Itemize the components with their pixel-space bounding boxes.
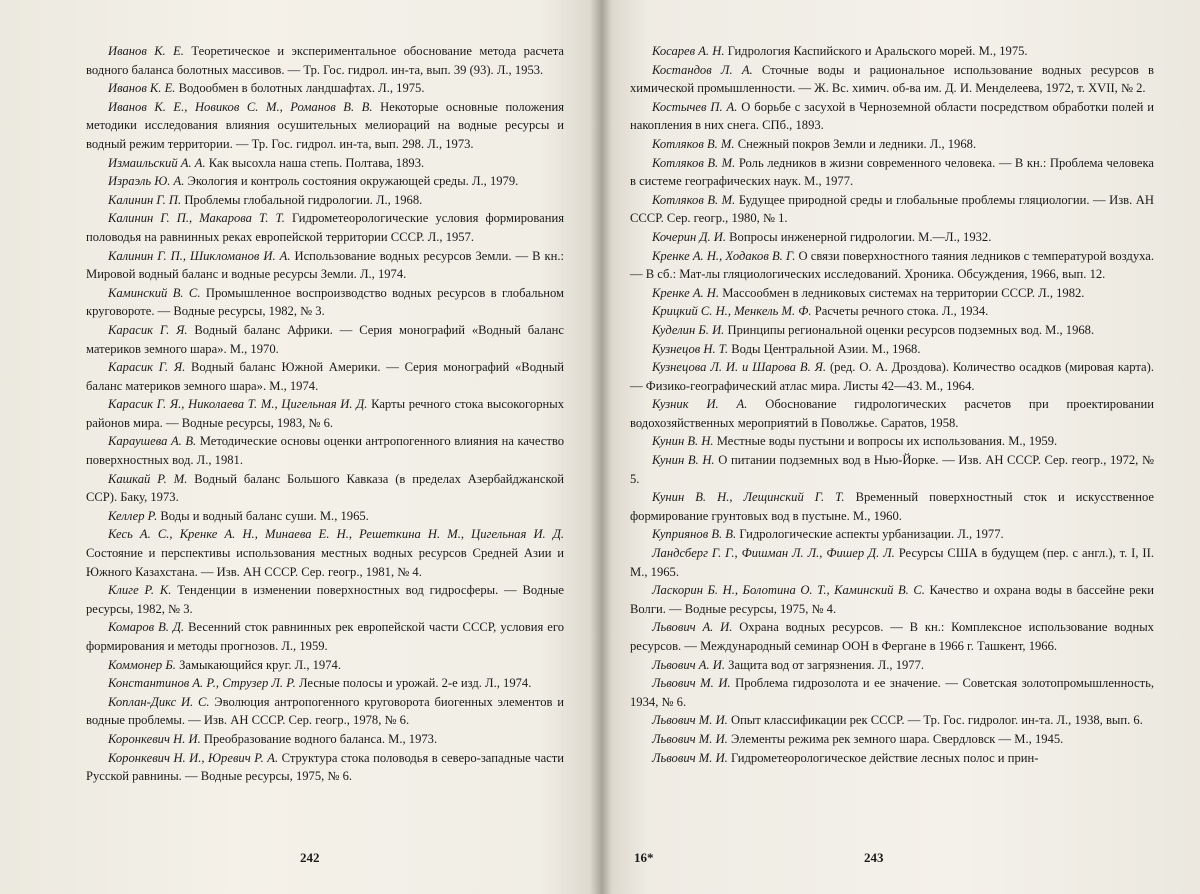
entry-author: Кесь А. С., Кренке А. Н., Минаева Е. Н., Решеткина Н. М., Цигельная И. Д. (108, 527, 564, 542)
entry-author: Львович М. И. (652, 676, 731, 691)
entry-text: Опыт классификации рек СССР. — Тр. Гос. гидролог. ин-та. Л., 1938, вып. 6. (730, 713, 1143, 728)
entry-text: О связи поверхностного таяния ледников с температурой воздуха. — В сб.: Мат-лы гляциологических исследований. Хроника. Обсуждения, 1966, вып. 12. (630, 248, 1154, 282)
bibliography-entry (86, 395, 564, 432)
entry-text: Сточные воды и рациональное использование водных ресурсов в химической промышленности. — Ж. Вс. химич. об-ва им. Д. И. Менделеева, 1972, т. XVII, № 2. (630, 62, 1155, 96)
entry-author: Косарев А. Н. (652, 44, 725, 58)
entry-text: Методические основы оценки антропогенного влияния на качество поверхностных вод. Л., 1981. (86, 434, 565, 468)
bibliography-entry (86, 284, 564, 321)
entry-text: Весенний сток равнинных рек европейской части СССР, условия его формирования и методы прогнозов. Л., 1959. (86, 620, 564, 653)
entry-text: О питании подземных вод в Нью-Йорке. — Изв. АН СССР. Сер. геогр., 1972, № 5. (630, 453, 1154, 486)
bibliography-entry (630, 544, 1154, 581)
bibliography-entry (630, 618, 1154, 655)
entry-author: Коронкевич Н. И. (108, 731, 201, 746)
book-gutter (590, 0, 612, 894)
entry-author: Константинов А. Р., Струзер Л. Р. (108, 676, 296, 691)
bibliography-entry (630, 191, 1154, 228)
entry-author: Караушева А. В. (108, 434, 197, 449)
entry-text: Принципы региональной оценки ресурсов подземных вод. М., 1968. (727, 322, 1095, 337)
entry-author: Кочерин Д. И. (652, 229, 726, 244)
bibliography-entry (630, 395, 1154, 432)
entry-text: Состояние и перспективы использования местных водных ресурсов Средней Азии и Южного Казахстана. — Изв. АН СССР. Сер. геогр., 1981, № 4. (86, 546, 564, 579)
entry-author: Львович М. И. (652, 713, 728, 728)
entry-author: Измаильский А. А. (108, 155, 206, 170)
bibliography-entry (86, 525, 564, 581)
bibliography-entry (86, 172, 564, 191)
bibliography-entry (86, 154, 564, 173)
entry-author: Клиге Р. К. (108, 583, 172, 598)
entry-text: Гидрометеорологическое действие лесных полос и прин- (730, 750, 1039, 765)
entry-text: Эволюция антропогенного круговорота биогенных элементов и водные проблемы. — Изв. АН СССР. Сер. геогр., 1978, № 6. (86, 694, 564, 728)
bibliography-entry (630, 98, 1154, 135)
entry-author: Кренке А. Н., Ходаков В. Г. (652, 248, 796, 263)
entry-author: Кузник И. А. (652, 397, 748, 412)
bibliography-entry (630, 656, 1154, 675)
bibliography-entry (86, 749, 564, 786)
entry-author: Львович А. И. (652, 657, 726, 672)
bibliography-entry (630, 749, 1154, 768)
bibliography-entry (86, 507, 564, 526)
entry-text: Лесные полосы и урожай. 2-е изд. Л., 1974. (298, 676, 532, 691)
entry-author: Израэль Ю. А. (108, 174, 185, 189)
entry-text: Массообмен в ледниковых системах на территории СССР. Л., 1982. (722, 285, 1085, 300)
bibliography-entry (86, 191, 564, 210)
entry-text: Водный баланс Южной Америки. — Серия монографий «Водный баланс материков земного шара». М., 1974. (86, 360, 564, 393)
entry-author: Иванов К. Е., Новиков С. М., Романов В. В. (108, 99, 373, 114)
entry-author: Костычев П. А. (652, 99, 738, 114)
bibliography-entry (86, 470, 564, 507)
entry-text: Воды Центральной Азии. М., 1968. (731, 341, 921, 356)
bibliography-entry (86, 358, 564, 395)
entry-text: О борьбе с засухой в Черноземной области посредством обработки полей и накопления в них снега. СПб., 1893. (630, 99, 1155, 133)
entry-text: Гидрометеорологические условия формирования половодья на равнинных реках европейской территории СССР. Л., 1957. (86, 211, 564, 244)
bibliography-entry (630, 581, 1154, 618)
bibliography-entry (630, 451, 1154, 488)
entry-author: Коронкевич Н. И., Юревич Р. А. (108, 750, 279, 765)
entry-text: Использование водных ресурсов Земли. — В кн.: Мировой водный баланс и водные ресурсы Земли. Л., 1974. (86, 248, 564, 282)
entry-text: Ресурсы США в будущем (пер. с англ.), т. I, II. М., 1965. (630, 546, 1154, 579)
bibliography-entry (630, 674, 1154, 711)
entry-text: Водный баланс Африки. — Серия монографий «Водный баланс материков земного шара». М., 1970. (86, 322, 565, 356)
entry-author: Куделин Б. И. (652, 322, 725, 337)
entry-text: Вопросы инженерной гидрологии. М.—Л., 1932. (729, 229, 992, 244)
entry-author: Каминский В. С. (108, 285, 201, 300)
bibliography-entry (86, 656, 564, 675)
entry-text: Карты речного стока высокогорных районов мира. — Водные ресурсы, 1983, № 6. (86, 397, 565, 430)
entry-author: Кунин В. Н. (652, 453, 715, 468)
entry-author: Калинин Г. П., Макарова Т. Т. (108, 211, 285, 226)
bibliography-entry (86, 674, 564, 693)
entry-text: Некоторые основные положения методики исследования влияния осушительных мелиораций на водные ресурсы и водный режим территории. — Тр. Гос. гидрол. ин-та, вып. 298. Л., 1973. (86, 99, 564, 151)
entry-text: Охрана водных ресурсов. — В кн.: Комплексное использование водных ресурсов. — Международный семинар ООН в Фергане в 1966 г. Ташкент, 1966. (630, 620, 1154, 653)
entry-author: Калинин Г. П. (108, 192, 182, 207)
entry-author: Котляков В. М. (652, 192, 736, 207)
entry-author: Комаров В. Д. (108, 620, 185, 635)
entry-author: Крицкий С. Н., Менкель М. Ф. (652, 304, 812, 319)
bibliography-entry (630, 228, 1154, 247)
entry-text: Преобразование водного баланса. М., 1973. (203, 731, 438, 746)
right-page-number: 243 (864, 850, 884, 865)
entry-text: Снежный покров Земли и ледники. Л., 1968. (737, 136, 977, 151)
entry-author: Ландсберг Г. Г., Фишман Л. Л., Фишер Д. Л. (652, 546, 895, 561)
entry-author: Львович М. И. (652, 750, 728, 765)
entry-author: Львович А. И. (652, 620, 733, 635)
entry-text: Как высохла наша степь. Полтава, 1893. (208, 155, 425, 170)
right-page (600, 0, 1200, 894)
entry-author: Кунин В. Н. (652, 434, 714, 449)
bibliography-entry (630, 340, 1154, 359)
bibliography-entry (86, 730, 564, 749)
entry-text: Обоснование гидрологических расчетов при проектировании водохозяйственных мероприятий в Поволжье. Саратов, 1958. (630, 397, 1154, 430)
bibliography-entry (86, 209, 564, 246)
entry-text: Структура стока половодья в северо-западные части Русской равнины. — Водные ресурсы, 1975, № 6. (86, 750, 565, 784)
bibliography-entry (630, 711, 1154, 730)
entry-text: Качество и охрана воды в бассейне реки Волги. — Водные ресурсы, 1975, № 4. (630, 583, 1154, 616)
entry-author: Куприянов В. В. (652, 527, 737, 542)
entry-author: Кашкай Р. М. (108, 471, 188, 486)
entry-author: Коплан-Дикс И. С. (108, 694, 210, 709)
entry-text: Водообмен в болотных ландшафтах. Л., 1975. (178, 81, 425, 96)
entry-author: Кренке А. Н. (652, 285, 720, 300)
entry-author: Кунин В. Н., Лещинский Г. Т. (652, 490, 845, 505)
entry-text: Гидрологические аспекты урбанизации. Л., 1977. (739, 527, 1004, 542)
bibliography-entry (630, 247, 1154, 284)
signature-mark: 16* (634, 850, 654, 865)
bibliography-entry (630, 284, 1154, 303)
entry-text: Расчеты речного стока. Л., 1934. (814, 304, 989, 319)
bibliography-entry (630, 358, 1154, 395)
entry-text: Теоретическое и экспериментальное обоснование метода расчета водного баланса болотных массивов. — Тр. Гос. гидрол. ин-та, вып. 39 (93). Л., 1953. (86, 44, 564, 77)
left-page-number: 242 (300, 850, 320, 865)
bibliography-entry (630, 42, 1154, 61)
bibliography-entry (630, 302, 1154, 321)
bibliography-entry (86, 693, 564, 730)
bibliography-entry (630, 432, 1154, 451)
right-bibliography-column (630, 42, 1154, 767)
entry-text: Тенденции в изменении поверхностных вод гидросферы. — Водные ресурсы, 1982, № 3. (86, 583, 565, 616)
entry-text: Воды и водный баланс суши. М., 1965. (160, 508, 369, 523)
entry-author: Карасик Г. Я. (108, 360, 186, 375)
entry-author: Карасик Г. Я., Николаева Т. М., Цигельная И. Д. (108, 397, 368, 412)
bibliography-entry (630, 135, 1154, 154)
bibliography-entry (630, 321, 1154, 340)
entry-text: Проблемы глобальной гидрологии. Л., 1968. (184, 192, 423, 207)
entry-text: Будущее природной среды и глобальные проблемы гляциологии. — Изв. АН СССР. Сер. геогр., 1980, № 1. (630, 192, 1154, 226)
entry-text: Промышленное воспроизводство водных ресурсов в глобальном круговороте. — Водные ресурсы, 1982, № 3. (86, 285, 564, 319)
bibliography-entry (86, 432, 564, 469)
entry-text: Экология и контроль состояния окружающей среды. Л., 1979. (187, 174, 519, 189)
bibliography-entry (86, 247, 564, 284)
bibliography-entry (86, 98, 564, 154)
entry-text: Защита вод от загрязнения. Л., 1977. (728, 657, 925, 672)
entry-author: Иванов К. Е. (108, 44, 184, 58)
entry-author: Котляков В. М. (652, 136, 735, 151)
entry-author: Карасик Г. Я. (108, 322, 188, 337)
left-bibliography-column (86, 42, 564, 786)
entry-author: Кузнецова Л. И. и Шарова В. Я. (652, 360, 827, 375)
entry-text: Гидрология Каспийского и Аральского морей. М., 1975. (727, 44, 1028, 58)
entry-text: Элементы режима рек земного шара. Свердловск — М., 1945. (730, 731, 1064, 746)
entry-text: Замыкающийся круг. Л., 1974. (179, 657, 341, 672)
entry-text: Роль ледников в жизни современного человека. — В кн.: Проблема человека в системе географических наук. М., 1977. (630, 155, 1155, 189)
entry-text: Местные воды пустыни и вопросы их использования. М., 1959. (716, 434, 1058, 449)
bibliography-entry (86, 581, 564, 618)
entry-author: Келлер Р. (108, 508, 158, 523)
entry-author: Костандов Л. А. (652, 62, 753, 77)
bibliography-entry (86, 618, 564, 655)
entry-author: Иванов К. Е. (108, 81, 176, 96)
bibliography-entry (86, 79, 564, 98)
entry-author: Львович М. И. (652, 731, 728, 746)
bibliography-entry (630, 525, 1154, 544)
bibliography-entry (630, 154, 1154, 191)
entry-author: Ласкорин Б. Н., Болотина О. Т., Каминский В. С. (652, 583, 925, 598)
entry-author: Котляков В. М. (652, 155, 736, 170)
entry-author: Кузнецов Н. Т. (652, 341, 729, 356)
bibliography-entry (86, 321, 564, 358)
entry-text: Временный поверхностный сток и искусственное формирование грунтовых вод в пустыне. М., 1960. (630, 490, 1154, 523)
entry-text: Проблема гидрозолота и ее значение. — Советская золотопромышленность, 1934, № 6. (630, 676, 1154, 709)
entry-author: Калинин Г. П., Шикломанов И. А. (108, 248, 291, 263)
bibliography-entry (630, 730, 1154, 749)
entry-author: Коммонер Б. (108, 657, 176, 672)
bibliography-entry (630, 61, 1154, 98)
bibliography-entry (86, 42, 564, 79)
entry-text: Водный баланс Большого Кавказа (в пределах Азербайджанской ССР). Баку, 1973. (86, 471, 564, 505)
entry-text: (ред. О. А. Дроздова). Количество осадков (мировая карта). — Физико-географический атлас мира. Листы 42—43. М., 1964. (630, 360, 1154, 393)
bibliography-entry (630, 488, 1154, 525)
